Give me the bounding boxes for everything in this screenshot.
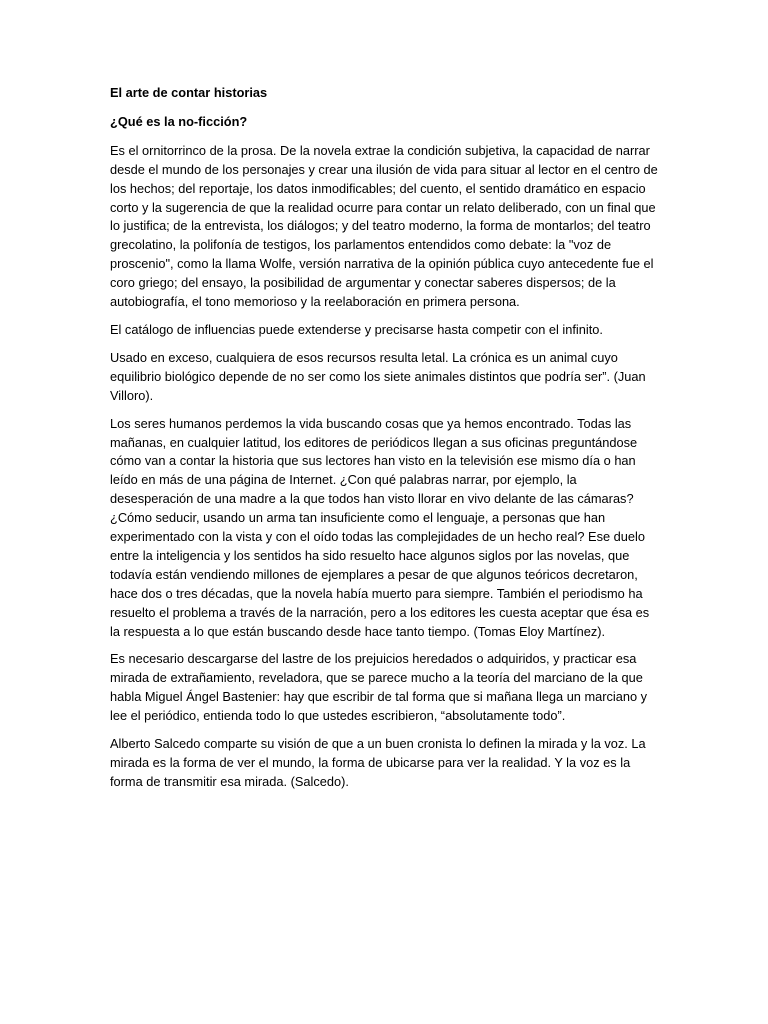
document-title: El arte de contar historias bbox=[110, 85, 268, 100]
paragraph-eloy-martinez-quote: Los seres humanos perdemos la vida buscando cosas que ya hemos encontrado. Todas las mañanas, en cualquier latitud, los editores de periódicos llegan a sus oficinas preguntándose cómo van a contar la historia que sus lectores han visto en la televisión ese mismo día o han leído en más de una página de Internet. ¿Con qué palabras narrar, por ejemplo, la desesperación de una madre a la que todos han visto llorar en vivo delante de las cámaras? ¿Cómo seducir, usando un arma tan insuficiente como el lenguaje, a personas que han experimentado con la vista y con el oído todas las complejidades de un hecho real? Ese duelo entre la inteligencia y los sentidos ha sido resuelto hace algunos siglos por las novelas, que todavía están vendiendo millones de ejemplares a pesar de que algunos teóricos decretaron, hace dos o tres décadas, que la novela había muerto para siempre. También el periodismo ha resuelto el problema a través de la narración, pero a los editores les cuesta aceptar que ésa es la respuesta a lo que están buscando desde hace tanto tiempo. (Tomas Eloy Martínez). bbox=[110, 415, 650, 639]
paragraph-bastenier: Es necesario descargarse del lastre de los prejuicios heredados o adquiridos, y practicar esa mirada de extrañamiento, reveladora, que se parece mucho a la teoría del marciano de la que habla Miguel Ángel Bastenier: hay que escribir de tal forma que si mañana llega un marciano y lee el periódico, entienda todo lo que ustedes escribieron, “absolutamente todo”. bbox=[110, 651, 648, 724]
paragraph-catalogo: El catálogo de influencias puede extenderse y precisarse hasta competir con el infinito. bbox=[110, 321, 603, 337]
paragraph-ornitorrinco: Es el ornitorrinco de la prosa. De la novela extrae la condición subjetiva, la capacidad de narrar desde el mundo de los personajes y crear una ilusión de vida para situar al lector en el centro de los hechos; del reportaje, los datos inmodificables; del cuento, el sentido dramático en espacio corto y la sugerencia de que la realidad ocurre para contar un relato deliberado, con un final que lo justifica; de la entrevista, los diálogos; y del teatro moderno, la forma de montarlos; del teatro grecolatino, la polifonía de testigos, los parlamentos entendidos como debate: la "voz de proscenio", como la llama Wolfe, versión narrativa de la opinión pública cuyo antecedente fue el coro griego; del ensayo, la posibilidad de argumentar y conectar saberes dispersos; de la autobiografía, el tono memorioso y la reelaboración en primera persona. bbox=[110, 142, 658, 310]
paragraph-villoro-quote: Usado en exceso, cualquiera de esos recursos resulta letal. La crónica es un animal cuyo equilibrio biológico depende de no ser como los siete animales distintos que podría ser”. (Juan Villoro). bbox=[110, 349, 646, 403]
document-subtitle: ¿Qué es la no-ficción? bbox=[110, 113, 248, 129]
paragraph-salcedo: Alberto Salcedo comparte su visión de que a un buen cronista lo definen la mirada y la voz. La mirada es la forma de ver el mundo, la forma de ubicarse para ver la realidad. Y la voz es la forma de transmitir esa mirada. (Salcedo). bbox=[110, 736, 646, 789]
document-page bbox=[110, 84, 658, 801]
